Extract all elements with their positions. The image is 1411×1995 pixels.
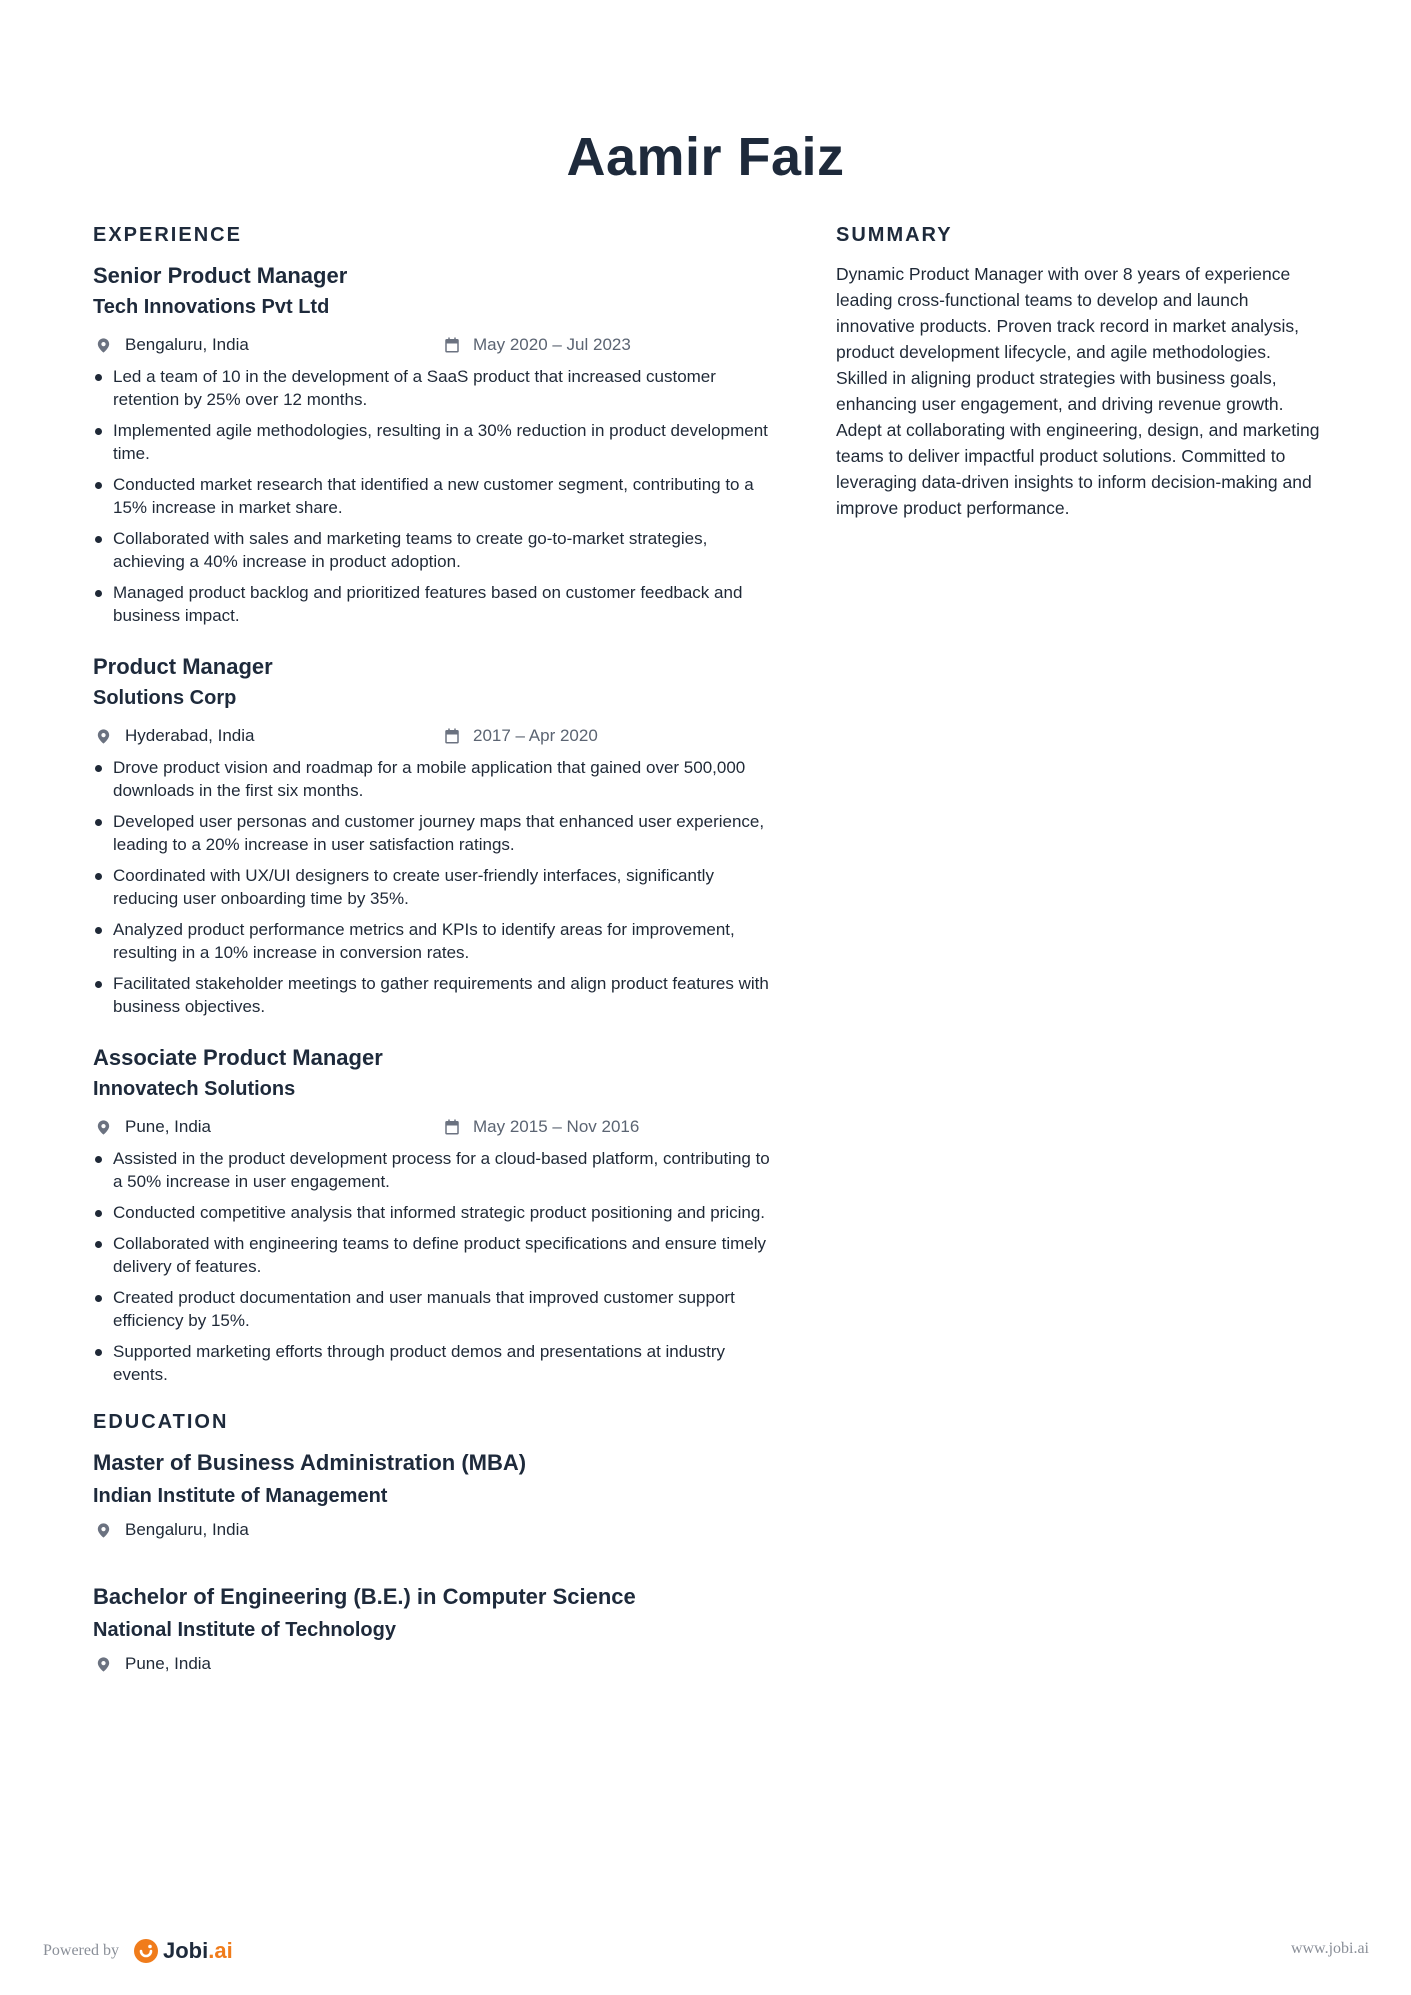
education-meta bbox=[93, 1516, 773, 1544]
job-meta bbox=[93, 722, 773, 750]
job-location bbox=[93, 1117, 443, 1137]
job-bullets bbox=[93, 1147, 773, 1386]
calendar-icon bbox=[443, 1118, 461, 1136]
job-entry bbox=[93, 1043, 773, 1386]
education-location bbox=[93, 1654, 443, 1674]
map-pin-icon bbox=[95, 1656, 112, 1673]
job-meta bbox=[93, 331, 773, 359]
job-entry bbox=[93, 261, 773, 627]
map-pin-icon bbox=[95, 337, 112, 354]
location-text: Hyderabad, India bbox=[125, 726, 255, 745]
bullet-item: Developed user personas and customer journey maps that enhanced user experience, leading to a 20% increase in user satisfaction ratings. bbox=[93, 810, 773, 856]
company-name: Solutions Corp bbox=[93, 687, 237, 709]
experience-heading: EXPERIENCE bbox=[93, 224, 242, 246]
job-entry bbox=[93, 652, 773, 1018]
left-column bbox=[93, 224, 773, 1716]
map-pin-icon bbox=[95, 1522, 112, 1539]
school-name: Indian Institute of Management bbox=[93, 1485, 388, 1507]
location-text: Bengaluru, India bbox=[125, 335, 249, 354]
map-pin-icon bbox=[95, 1119, 112, 1136]
website-link[interactable]: www.jobi.ai bbox=[1290, 1940, 1369, 1957]
right-column bbox=[836, 224, 1326, 521]
degree-title: Master of Business Administration (MBA) bbox=[93, 1450, 527, 1475]
location-text: Pune, India bbox=[125, 1117, 212, 1136]
bullet-item: Conducted competitive analysis that informed strategic product positioning and pricing. bbox=[93, 1201, 773, 1224]
bullet-item: Managed product backlog and prioritized features based on customer feedback and business impact. bbox=[93, 581, 773, 627]
bullet-item: Drove product vision and roadmap for a mobile application that gained over 500,000 downloads in the first six months. bbox=[93, 756, 773, 802]
bullet-item: Collaborated with sales and marketing teams to create go-to-market strategies, achieving a 40% increase in product adoption. bbox=[93, 527, 773, 573]
bullet-item: Conducted market research that identified a new customer segment, contributing to a 15% increase in market share. bbox=[93, 473, 773, 519]
bullet-item: Implemented agile methodologies, resulting in a 30% reduction in product development time. bbox=[93, 419, 773, 465]
education-entry bbox=[93, 1448, 773, 1544]
job-dates bbox=[443, 1117, 639, 1137]
job-dates bbox=[443, 726, 598, 746]
job-title: Product Manager bbox=[93, 654, 273, 679]
jobi-logo-icon bbox=[133, 1938, 159, 1964]
school-name: National Institute of Technology bbox=[93, 1619, 396, 1641]
date-text: May 2020 – Jul 2023 bbox=[473, 335, 631, 354]
bullet-item: Collaborated with engineering teams to define product specifications and ensure timely delivery of features. bbox=[93, 1232, 773, 1278]
bullet-item: Created product documentation and user manuals that improved customer support efficiency by 15%. bbox=[93, 1286, 773, 1332]
job-bullets bbox=[93, 365, 773, 627]
job-meta bbox=[93, 1113, 773, 1141]
jobi-logo-link[interactable] bbox=[133, 1938, 233, 1964]
date-text: May 2015 – Nov 2016 bbox=[473, 1117, 640, 1136]
map-pin-icon bbox=[95, 728, 112, 745]
calendar-icon bbox=[443, 727, 461, 745]
location-text: Pune, India bbox=[125, 1654, 212, 1673]
education-meta bbox=[93, 1650, 773, 1678]
job-location bbox=[93, 726, 443, 746]
location-text: Bengaluru, India bbox=[125, 1520, 249, 1539]
job-dates bbox=[443, 335, 631, 355]
education-entry bbox=[93, 1582, 773, 1678]
degree-title: Bachelor of Engineering (B.E.) in Computer Science bbox=[93, 1584, 636, 1609]
education-location bbox=[93, 1520, 443, 1540]
job-title: Associate Product Manager bbox=[93, 1045, 383, 1070]
logo-accent-text: .ai bbox=[208, 1938, 233, 1963]
logo-main-text: Jobi bbox=[162, 1938, 209, 1963]
summary-heading: SUMMARY bbox=[836, 224, 953, 246]
bullet-item: Assisted in the product development process for a cloud-based platform, contributing to a 50% increase in user engagement. bbox=[93, 1147, 773, 1193]
education-heading: EDUCATION bbox=[93, 1411, 229, 1433]
bullet-item: Analyzed product performance metrics and KPIs to identify areas for improvement, resulting in a 10% increase in conversion rates. bbox=[93, 918, 773, 964]
bullet-item: Coordinated with UX/UI designers to create user-friendly interfaces, significantly reducing user onboarding time by 35%. bbox=[93, 864, 773, 910]
summary-text: Dynamic Product Manager with over 8 years of experience leading cross-functional teams to develop and launch innovative products. Proven track record in market analysis, product development lifecycle, and agile methodologies. Skilled in aligning product strategies with business goals, enhancing user engagement, and driving revenue growth. Adept at collaborating with engineering, design, and marketing teams to deliver impactful product solutions. Committed to leveraging data-driven insights to inform decision-making and improve product performance. bbox=[836, 264, 1320, 518]
calendar-icon bbox=[443, 336, 461, 354]
bullet-item: Supported marketing efforts through product demos and presentations at industry events. bbox=[93, 1340, 773, 1386]
powered-by-label: Powered by bbox=[43, 1942, 119, 1959]
job-location bbox=[93, 335, 443, 355]
date-text: 2017 – Apr 2020 bbox=[473, 726, 598, 745]
company-name: Innovatech Solutions bbox=[93, 1078, 296, 1100]
job-title: Senior Product Manager bbox=[93, 263, 348, 288]
powered-by-footer bbox=[43, 1938, 233, 1964]
bullet-item: Facilitated stakeholder meetings to gather requirements and align product features with business objectives. bbox=[93, 972, 773, 1018]
bullet-item: Led a team of 10 in the development of a SaaS product that increased customer retention by 25% over 12 months. bbox=[93, 365, 773, 411]
company-name: Tech Innovations Pvt Ltd bbox=[93, 296, 330, 318]
job-bullets bbox=[93, 756, 773, 1018]
candidate-name: Aamir Faiz bbox=[566, 127, 845, 187]
